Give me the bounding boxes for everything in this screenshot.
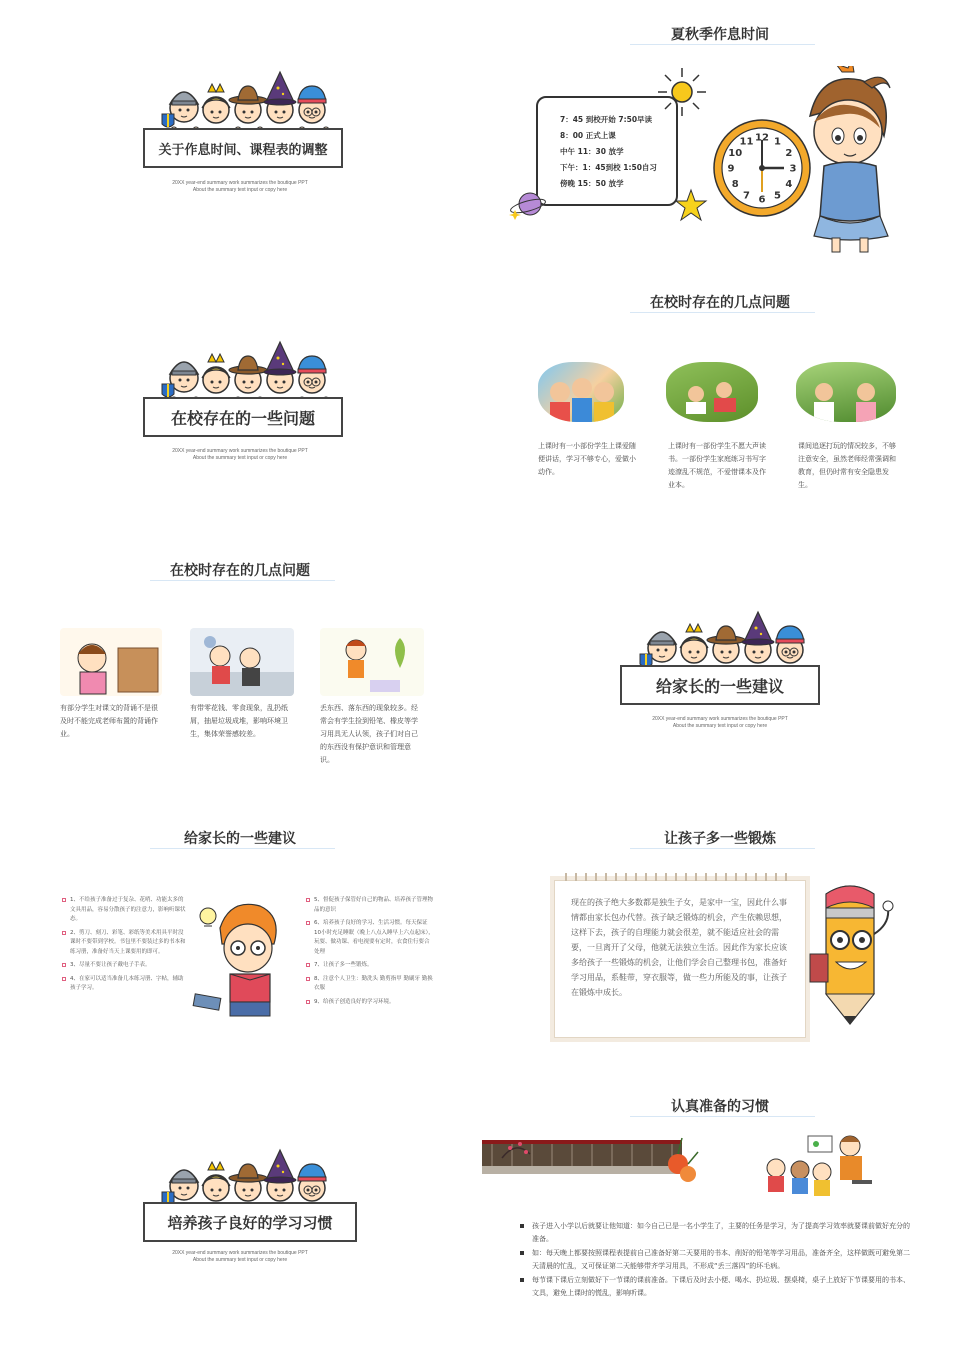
note-text: 现在的孩子绝大多数都是独生子女，是家中一宝，因此什么事情都由家长包办代替。孩子缺乏锻炼的机会，产生依赖思想，这样下去，孩子的自理能力就会很差，就不能适应社会的需要，一旦离开了父母，他就无法独立生活。因此作为家长应该多给孩子一些锻炼的机会，让他们学会自己整理书包，准备好学习用品，系鞋带，穿衣服等，做一些力所能及的事，让孩子在锻炼中成长。 (571, 898, 787, 997)
clock-number: 2 (785, 148, 793, 159)
clock-number: 8 (731, 179, 739, 190)
reading-boy-illustration (190, 898, 296, 1022)
subtitle-line-2: About the summary text input or copy here (192, 455, 288, 461)
advice-item: 7、让孩子多一些锻炼。 (306, 961, 434, 971)
schedule-line: 8：00 正式上课 (560, 131, 616, 140)
cover-subtitle (0, 1250, 480, 1264)
clock-number: 3 (789, 163, 797, 175)
subtitle-line-1: 20XX year-end summary work summarizes the boutique PPT (172, 1250, 308, 1256)
cover-title-box (620, 665, 820, 705)
title-underline (630, 1116, 815, 1117)
slide-cover-problems (0, 270, 480, 540)
slide-preparation-habit (480, 1080, 960, 1352)
slide-problems-a (480, 270, 960, 540)
schedule-line: 中午 11：30 放学 (560, 147, 624, 156)
advice-item: 6、培养孩子良好的学习、生活习惯。每天保证10小时充足睡眠（晚上八点入睡早上六点起床），玩耍、做功课、看电视要有定时，衣食住行要合处理 (306, 919, 434, 957)
schedule-line: 傍晚 15：50 放学 (560, 179, 624, 188)
cover-subtitle (0, 180, 480, 194)
girl-illustration (780, 66, 900, 256)
slide-title: 在校时存在的几点问题 (650, 295, 790, 311)
photo-students-3 (796, 362, 896, 422)
schedule-line: 下午：1：45到校 1:50自习 (560, 163, 657, 172)
advice-item: 2、剪刀、刻刀、彩笔、彩纸等美术用具平时没课时不要带到学校。书包里不要装过多的书本和练习册，准备好当天上课要用的即可。 (62, 929, 186, 958)
advice-item: 5、督促孩子保管好自己的物品、培养孩子管理物品的意识 (306, 896, 434, 915)
cover-title: 给家长的一些建议 (655, 676, 784, 696)
pencil-mascot-illustration (804, 874, 896, 1030)
cover-title: 培养孩子良好的学习习惯 (167, 1213, 333, 1232)
kids-illustration (140, 340, 350, 402)
advice-list-right (306, 896, 434, 1011)
kids-illustration (140, 70, 350, 132)
classroom-illustration (752, 1132, 882, 1200)
problem-text: 上课时有一小部份学生上课爱随便讲话，学习不够专心，爱做小动作。 (538, 442, 636, 476)
slide-title: 认真准备的习惯 (671, 1099, 769, 1115)
kids-illustration (140, 1148, 350, 1210)
advice-list-left (62, 896, 186, 998)
schedule-line: 7：45 到校开始 7:50早读 (560, 115, 653, 124)
star-icon (674, 188, 708, 222)
clock-number: 10 (728, 148, 743, 159)
note-card (554, 880, 806, 1038)
subtitle-line-1: 20XX year-end summary work summarizes the boutique PPT (172, 180, 308, 186)
title-underline (630, 848, 815, 849)
subtitle-line-2: About the summary text input or copy here (192, 187, 288, 193)
advice-item: 4、在家可以适当准备几本练习册、字帖，辅助孩子学习。 (62, 975, 186, 994)
kids-illustration (618, 610, 828, 672)
illustration-lost-items (320, 628, 424, 696)
photo-students-1 (538, 362, 624, 422)
illustration-littering (190, 628, 294, 696)
clock-number: 5 (774, 190, 781, 202)
slide-parent-advice (0, 810, 480, 1080)
chinese-roof-illustration (482, 1134, 718, 1200)
slide-title: 在校时存在的几点问题 (170, 563, 310, 579)
slide-title: 给家长的一些建议 (184, 831, 296, 847)
subtitle-line-1: 20XX year-end summary work summarizes the boutique PPT (652, 716, 788, 722)
clock-number: 6 (758, 194, 766, 206)
clock-number: 4 (785, 179, 793, 190)
advice-item: 3、尽量不要让孩子戴电子手表。 (62, 961, 186, 971)
clock-number: 1 (774, 136, 781, 148)
title-underline (150, 848, 335, 849)
title-underline (630, 312, 815, 313)
clock-number: 12 (755, 132, 769, 144)
habit-list (520, 1220, 916, 1301)
advice-item: 1、不给孩子准备过于复杂、花哨、功能太多的文具用品，容易分散孩子的注意力，影响听课状态。 (62, 896, 186, 925)
title-underline (630, 44, 815, 45)
slide-title: 夏秋季作息时间 (671, 27, 769, 43)
cover-title-box (143, 397, 343, 437)
slide-title: 让孩子多一些锻炼 (664, 831, 776, 847)
problem-text: 课间追逐打玩的情况较多，不够注意安全，虽然老师经常强调和教育，但仍时常有安全隐患发生。 (798, 442, 896, 489)
advice-item: 9、给孩子创造良好的学习环境。 (306, 998, 434, 1008)
illustration-reading (60, 628, 162, 696)
habit-item: 每节课下课后立刻做好下一节课的课前准备。下课后及时去小便、喝水、扔垃圾、摆桌椅，桌子上放好下节课要用的书本、文具，避免上课时的慌乱，影响听课。 (520, 1274, 916, 1300)
planet-icon (508, 186, 548, 222)
problem-text: 有部分学生对课文的背诵不是很及时不能完成老师布置的背诵作业。 (60, 704, 158, 738)
slide-problems-b (0, 540, 480, 810)
slide-exercise (480, 810, 960, 1080)
photo-students-2 (666, 362, 758, 422)
title-underline (150, 580, 335, 581)
problem-text: 有带零花钱、零食现象，乱扔纸屑，抽屉垃圾成堆，影响环境卫生，集体荣誉感较差。 (190, 704, 288, 738)
slide-cover-parents (480, 540, 960, 810)
cover-title: 在校存在的一些问题 (170, 408, 315, 428)
notebook-rings (565, 873, 795, 881)
slide-cover-schedule (0, 0, 480, 270)
slide-schedule (480, 0, 960, 270)
problem-text: 丢东西、落东西的现象较多。经常会有学生捡到铅笔、橡皮等学习用具无人认领，孩子们对自己的东西没有保护意识和管理意识。 (320, 704, 418, 764)
cover-subtitle (0, 448, 480, 462)
subtitle-line-1: 20XX year-end summary work summarizes the boutique PPT (172, 448, 308, 454)
subtitle-line-2: About the summary text input or copy here (192, 1257, 288, 1263)
clock-number: 11 (739, 136, 754, 148)
subtitle-line-2: About the summary text input or copy here (672, 723, 768, 729)
clock-number: 9 (727, 163, 735, 175)
cover-title-box (143, 1202, 357, 1242)
advice-item: 8、注意个人卫生：勤洗头 勤剪指甲 勤刷牙 勤换衣服 (306, 975, 434, 994)
slide-cover-habits (0, 1080, 480, 1350)
sun-icon (656, 66, 708, 118)
problem-text: 上课时有一部份学生不愿大声读书。一部份学生家庭练习书写字迹潦乱不规范，不爱惜课本及作业本。 (668, 442, 766, 489)
cover-title: 关于作息时间、课程表的调整 (158, 142, 328, 158)
cover-title-box (143, 128, 343, 168)
habit-item: 孩子进入小学以后就要让他知道：如今自己已是一名小学生了，主要的任务是学习，为了提高学习效率就要课前做好充分的准备。 (520, 1220, 916, 1246)
cover-subtitle (480, 716, 960, 730)
habit-item: 如：每天晚上都要按照课程表提前自己准备好第二天要用的书本、削好的铅笔等学习用品，准备齐全，这样做既可避免第二天清晨的忙乱，又可保证第二天能够带齐学习用具，不形成“丢三落四”的坏毛病。 (520, 1247, 916, 1273)
clock-number: 7 (743, 190, 750, 202)
